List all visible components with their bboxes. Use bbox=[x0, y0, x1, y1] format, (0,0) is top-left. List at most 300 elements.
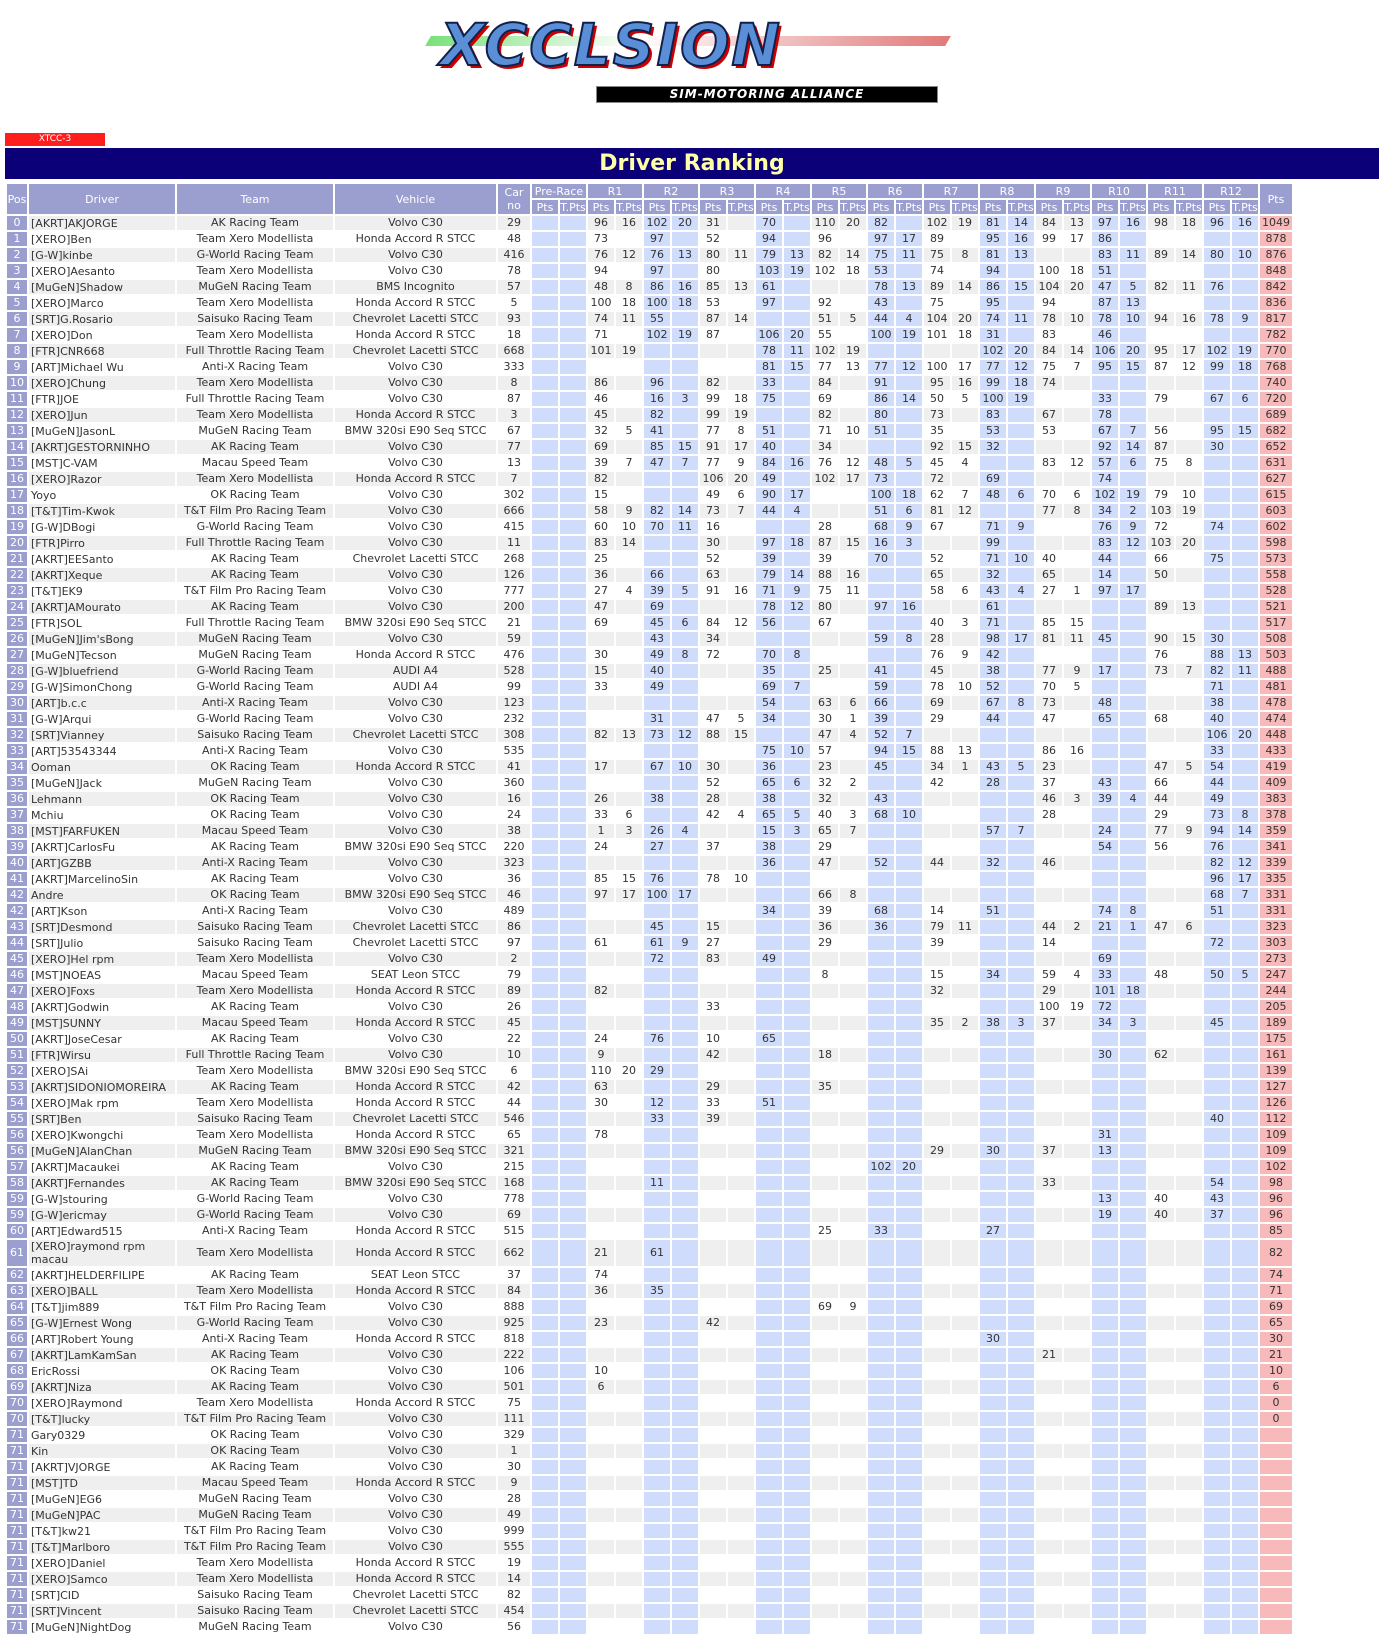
tab-xtcc3[interactable]: XTCC-3 bbox=[5, 133, 105, 146]
round-pts-cell: 29 bbox=[924, 712, 950, 726]
car-no-cell: 28 bbox=[498, 1492, 530, 1506]
car-no-cell: 111 bbox=[498, 1412, 530, 1426]
round-pts-cell bbox=[1092, 1508, 1118, 1522]
round-pts-cell bbox=[1204, 920, 1230, 934]
round-pts-cell: 100 bbox=[924, 360, 950, 374]
round-pts-cell bbox=[532, 760, 558, 774]
round-tpts-cell bbox=[1176, 1208, 1202, 1222]
car-no-cell: 6 bbox=[498, 1064, 530, 1078]
driver-cell: [MuGeN]PAC bbox=[29, 1508, 175, 1522]
round-tpts-cell bbox=[1120, 808, 1146, 822]
round-tpts-cell bbox=[1064, 952, 1090, 966]
round-pts-cell bbox=[532, 1460, 558, 1474]
round-tpts-cell: 20 bbox=[784, 328, 810, 342]
round-pts-cell bbox=[1092, 1300, 1118, 1314]
round-pts-cell: 70 bbox=[1036, 680, 1062, 694]
round-tpts-cell bbox=[1176, 520, 1202, 534]
round-tpts-cell bbox=[1008, 264, 1034, 278]
round-pts-cell: 101 bbox=[924, 328, 950, 342]
total-pts-cell: 419 bbox=[1260, 760, 1292, 774]
round-pts-cell bbox=[868, 1396, 894, 1410]
round-pts-cell bbox=[532, 232, 558, 246]
round-pts-cell bbox=[1148, 408, 1174, 422]
total-pts-cell: 69 bbox=[1260, 1300, 1292, 1314]
round-pts-cell bbox=[700, 1444, 726, 1458]
round-pts-cell bbox=[812, 1460, 838, 1474]
pos-cell: 53 bbox=[7, 1080, 27, 1094]
team-cell: Team Xero Modellista bbox=[177, 1396, 333, 1410]
round-pts-cell: 65 bbox=[756, 808, 782, 822]
round-tpts-cell bbox=[1064, 808, 1090, 822]
car-no-cell: 30 bbox=[498, 1460, 530, 1474]
round-tpts-cell bbox=[1008, 776, 1034, 790]
round-pts-cell: 46 bbox=[1036, 792, 1062, 806]
round-pts-cell bbox=[1036, 1524, 1062, 1538]
total-pts-cell: 602 bbox=[1260, 520, 1292, 534]
round-pts-cell bbox=[532, 1300, 558, 1314]
team-cell: Macau Speed Team bbox=[177, 1016, 333, 1030]
total-pts-cell: 331 bbox=[1260, 904, 1292, 918]
col-round-r10: R10 bbox=[1092, 184, 1146, 198]
round-tpts-cell bbox=[728, 968, 754, 982]
pos-cell: 71 bbox=[7, 1444, 27, 1458]
round-tpts-cell bbox=[1064, 376, 1090, 390]
team-cell: AK Racing Team bbox=[177, 1380, 333, 1394]
round-pts-cell: 32 bbox=[980, 568, 1006, 582]
round-tpts-cell: 6 bbox=[784, 776, 810, 790]
round-tpts-cell bbox=[840, 232, 866, 246]
round-pts-cell: 31 bbox=[700, 216, 726, 230]
round-tpts-cell bbox=[784, 424, 810, 438]
round-tpts-cell bbox=[1120, 1080, 1146, 1094]
round-pts-cell bbox=[1204, 1160, 1230, 1174]
round-pts-cell bbox=[980, 1412, 1006, 1426]
driver-cell: [AKRT]JoseCesar bbox=[29, 1032, 175, 1046]
team-cell: AK Racing Team bbox=[177, 552, 333, 566]
vehicle-cell: SEAT Leon STCC bbox=[335, 968, 496, 982]
round-tpts-cell bbox=[728, 1268, 754, 1282]
round-pts-cell bbox=[532, 664, 558, 678]
table-row bbox=[7, 872, 1292, 886]
round-tpts-cell bbox=[560, 424, 586, 438]
round-tpts-cell bbox=[1064, 824, 1090, 838]
round-tpts-cell bbox=[840, 1332, 866, 1346]
round-tpts-cell: 5 bbox=[1120, 280, 1146, 294]
round-tpts-cell: 18 bbox=[1120, 984, 1146, 998]
car-no-cell: 11 bbox=[498, 536, 530, 550]
round-pts-cell bbox=[588, 632, 614, 646]
vehicle-cell: Chevrolet Lacetti STCC bbox=[335, 936, 496, 950]
round-pts-cell bbox=[588, 1332, 614, 1346]
table-row bbox=[7, 1208, 1292, 1222]
round-pts-cell bbox=[700, 1284, 726, 1298]
total-pts-cell bbox=[1260, 1588, 1292, 1602]
round-pts-cell: 75 bbox=[1148, 456, 1174, 470]
round-tpts-cell bbox=[1232, 1316, 1258, 1330]
table-row bbox=[7, 568, 1292, 582]
round-pts-cell: 15 bbox=[588, 488, 614, 502]
round-pts-cell: 34 bbox=[924, 760, 950, 774]
round-pts-cell: 23 bbox=[812, 760, 838, 774]
round-tpts-cell bbox=[560, 408, 586, 422]
round-pts-cell bbox=[1036, 1240, 1062, 1266]
vehicle-cell: Volvo C30 bbox=[335, 632, 496, 646]
round-pts-cell bbox=[1092, 376, 1118, 390]
round-pts-cell bbox=[644, 1380, 670, 1394]
round-pts-cell bbox=[532, 1332, 558, 1346]
round-pts-cell: 47 bbox=[812, 728, 838, 742]
round-pts-cell bbox=[756, 1428, 782, 1442]
round-pts-cell: 33 bbox=[868, 1224, 894, 1238]
round-tpts-cell bbox=[672, 984, 698, 998]
round-pts-cell: 23 bbox=[1036, 760, 1062, 774]
round-tpts-cell bbox=[896, 552, 922, 566]
round-pts-cell bbox=[1036, 840, 1062, 854]
round-tpts-cell bbox=[672, 1064, 698, 1078]
total-pts-cell bbox=[1260, 1620, 1292, 1634]
round-pts-cell bbox=[924, 1380, 950, 1394]
round-tpts-cell bbox=[952, 1476, 978, 1490]
vehicle-cell: Honda Accord R STCC bbox=[335, 1224, 496, 1238]
round-tpts-cell bbox=[1064, 1300, 1090, 1314]
round-tpts-cell bbox=[952, 536, 978, 550]
pos-cell: 12 bbox=[7, 408, 27, 422]
round-pts-cell bbox=[812, 1556, 838, 1570]
round-tpts-cell bbox=[1008, 440, 1034, 454]
round-tpts-cell bbox=[952, 1128, 978, 1142]
round-tpts-cell bbox=[840, 680, 866, 694]
round-pts-cell: 16 bbox=[700, 520, 726, 534]
round-pts-cell bbox=[532, 440, 558, 454]
team-cell: MuGeN Racing Team bbox=[177, 1620, 333, 1634]
round-pts-cell bbox=[532, 1080, 558, 1094]
round-tpts-cell bbox=[1064, 472, 1090, 486]
round-pts-cell: 33 bbox=[588, 808, 614, 822]
round-pts-cell: 34 bbox=[700, 632, 726, 646]
round-pts-cell bbox=[868, 1300, 894, 1314]
round-tpts-cell bbox=[1008, 1572, 1034, 1586]
round-tpts-cell bbox=[1176, 792, 1202, 806]
pos-cell: 42 bbox=[7, 904, 27, 918]
round-pts-cell: 79 bbox=[924, 920, 950, 934]
team-cell: T&T Film Pro Racing Team bbox=[177, 504, 333, 518]
round-tpts-cell: 15 bbox=[1008, 280, 1034, 294]
round-pts-cell: 35 bbox=[644, 1284, 670, 1298]
round-pts-cell: 37 bbox=[1036, 776, 1062, 790]
round-tpts-cell: 2 bbox=[840, 776, 866, 790]
round-pts-cell bbox=[756, 888, 782, 902]
round-tpts-cell bbox=[1176, 728, 1202, 742]
total-pts-cell: 127 bbox=[1260, 1080, 1292, 1094]
round-pts-cell: 94 bbox=[1148, 312, 1174, 326]
pos-cell: 59 bbox=[7, 1208, 27, 1222]
round-tpts-cell: 17 bbox=[896, 232, 922, 246]
round-pts-cell: 75 bbox=[1204, 552, 1230, 566]
round-pts-cell bbox=[644, 1128, 670, 1142]
round-pts-cell bbox=[1148, 1380, 1174, 1394]
round-tpts-cell bbox=[672, 1284, 698, 1298]
round-tpts-cell bbox=[952, 1160, 978, 1174]
round-pts-cell: 92 bbox=[812, 296, 838, 310]
round-pts-cell: 74 bbox=[924, 264, 950, 278]
round-tpts-cell bbox=[1008, 1316, 1034, 1330]
round-pts-cell: 30 bbox=[1092, 1048, 1118, 1062]
round-pts-cell: 88 bbox=[700, 728, 726, 742]
total-pts-cell: 433 bbox=[1260, 744, 1292, 758]
round-pts-cell: 74 bbox=[1092, 904, 1118, 918]
round-tpts-cell bbox=[560, 744, 586, 758]
round-pts-cell: 76 bbox=[812, 456, 838, 470]
round-tpts-cell bbox=[952, 712, 978, 726]
round-tpts-cell bbox=[672, 1316, 698, 1330]
team-cell: AK Racing Team bbox=[177, 1032, 333, 1046]
round-tpts-cell bbox=[1176, 568, 1202, 582]
table-row bbox=[7, 472, 1292, 486]
pos-cell: 44 bbox=[7, 936, 27, 950]
round-pts-cell bbox=[588, 1000, 614, 1014]
round-tpts-cell: 3 bbox=[784, 824, 810, 838]
total-pts-cell: 161 bbox=[1260, 1048, 1292, 1062]
table-row bbox=[7, 600, 1292, 614]
round-tpts-cell bbox=[728, 648, 754, 662]
round-tpts-cell bbox=[616, 1604, 642, 1618]
round-tpts-cell bbox=[1120, 936, 1146, 950]
round-pts-cell bbox=[924, 1160, 950, 1174]
round-pts-cell: 39 bbox=[700, 1112, 726, 1126]
car-no-cell: 10 bbox=[498, 1048, 530, 1062]
driver-cell: [G-W]DBogi bbox=[29, 520, 175, 534]
driver-cell: [SRT]G.Rosario bbox=[29, 312, 175, 326]
round-pts-cell bbox=[924, 1112, 950, 1126]
round-tpts-cell: 10 bbox=[672, 760, 698, 774]
round-pts-cell bbox=[924, 1540, 950, 1554]
round-tpts-cell bbox=[560, 1620, 586, 1634]
round-tpts-cell bbox=[896, 568, 922, 582]
round-tpts-cell bbox=[672, 1240, 698, 1266]
round-tpts-cell: 13 bbox=[672, 248, 698, 262]
round-pts-cell bbox=[1148, 1508, 1174, 1522]
total-pts-cell: 878 bbox=[1260, 232, 1292, 246]
round-tpts-cell bbox=[896, 856, 922, 870]
round-pts-cell bbox=[756, 1476, 782, 1490]
round-pts-cell: 79 bbox=[1148, 488, 1174, 502]
round-tpts-cell bbox=[560, 1032, 586, 1046]
round-pts-cell: 81 bbox=[980, 248, 1006, 262]
round-pts-cell bbox=[1036, 1284, 1062, 1298]
round-tpts-cell bbox=[840, 1284, 866, 1298]
round-pts-cell: 90 bbox=[756, 488, 782, 502]
table-row bbox=[7, 888, 1292, 902]
round-tpts-cell bbox=[1064, 888, 1090, 902]
round-tpts-cell bbox=[1232, 376, 1258, 390]
round-tpts-cell bbox=[1064, 1476, 1090, 1490]
round-pts-cell: 52 bbox=[868, 728, 894, 742]
round-tpts-cell bbox=[728, 1428, 754, 1442]
round-tpts-cell bbox=[728, 216, 754, 230]
round-pts-cell: 95 bbox=[1092, 360, 1118, 374]
round-tpts-cell bbox=[896, 1268, 922, 1282]
round-tpts-cell bbox=[952, 968, 978, 982]
round-pts-cell bbox=[812, 1604, 838, 1618]
table-row bbox=[7, 744, 1292, 758]
round-tpts-cell bbox=[560, 1524, 586, 1538]
driver-cell: [XERO]raymond rpm macau bbox=[29, 1240, 175, 1266]
round-pts-cell bbox=[868, 968, 894, 982]
round-tpts-cell: 8 bbox=[1176, 456, 1202, 470]
vehicle-cell: Volvo C30 bbox=[335, 392, 496, 406]
round-pts-cell: 82 bbox=[812, 408, 838, 422]
round-pts-cell: 51 bbox=[980, 904, 1006, 918]
car-no-cell: 44 bbox=[498, 1096, 530, 1110]
round-tpts-cell bbox=[896, 968, 922, 982]
round-tpts-cell bbox=[784, 312, 810, 326]
round-pts-cell: 77 bbox=[980, 360, 1006, 374]
round-pts-cell: 40 bbox=[644, 664, 670, 678]
round-pts-cell bbox=[924, 824, 950, 838]
total-pts-cell: 740 bbox=[1260, 376, 1292, 390]
round-tpts-cell bbox=[728, 1524, 754, 1538]
total-pts-cell: 109 bbox=[1260, 1128, 1292, 1142]
driver-cell: [XERO]Razor bbox=[29, 472, 175, 486]
vehicle-cell: BMW 320si E90 Seq STCC bbox=[335, 1176, 496, 1190]
total-pts-cell: 139 bbox=[1260, 1064, 1292, 1078]
round-pts-cell bbox=[868, 568, 894, 582]
round-pts-cell bbox=[1092, 1096, 1118, 1110]
round-tpts-cell bbox=[1232, 1032, 1258, 1046]
round-pts-cell: 76 bbox=[644, 248, 670, 262]
round-tpts-cell: 8 bbox=[896, 632, 922, 646]
round-pts-cell: 73 bbox=[1036, 696, 1062, 710]
round-tpts-cell bbox=[952, 776, 978, 790]
round-pts-cell: 100 bbox=[644, 888, 670, 902]
round-tpts-cell bbox=[840, 632, 866, 646]
round-pts-cell: 18 bbox=[812, 1048, 838, 1062]
round-tpts-cell bbox=[616, 1412, 642, 1426]
round-pts-cell bbox=[1148, 1160, 1174, 1174]
round-tpts-cell bbox=[616, 472, 642, 486]
round-pts-cell bbox=[532, 984, 558, 998]
round-tpts-cell: 17 bbox=[952, 360, 978, 374]
round-tpts-cell: 3 bbox=[1120, 1016, 1146, 1030]
round-pts-cell: 19 bbox=[1092, 1208, 1118, 1222]
table-row bbox=[7, 1428, 1292, 1442]
round-tpts-cell: 14 bbox=[1120, 440, 1146, 454]
round-pts-cell bbox=[924, 1080, 950, 1094]
round-pts-cell: 86 bbox=[1092, 232, 1118, 246]
round-pts-cell: 12 bbox=[644, 1096, 670, 1110]
round-pts-cell bbox=[1148, 1460, 1174, 1474]
round-pts-cell: 38 bbox=[980, 1016, 1006, 1030]
round-pts-cell bbox=[1204, 1460, 1230, 1474]
round-pts-cell bbox=[980, 1348, 1006, 1362]
round-pts-cell bbox=[532, 920, 558, 934]
round-pts-cell bbox=[644, 472, 670, 486]
round-tpts-cell bbox=[1232, 1540, 1258, 1554]
round-tpts-cell bbox=[896, 1096, 922, 1110]
vehicle-cell: Volvo C30 bbox=[335, 1460, 496, 1474]
round-tpts-cell bbox=[784, 1300, 810, 1314]
round-pts-cell: 32 bbox=[980, 856, 1006, 870]
round-tpts-cell: 19 bbox=[952, 216, 978, 230]
round-tpts-cell bbox=[1064, 520, 1090, 534]
round-tpts-cell: 7 bbox=[1008, 824, 1034, 838]
round-tpts-cell bbox=[1232, 1240, 1258, 1266]
round-tpts-cell bbox=[1064, 1588, 1090, 1602]
round-pts-cell bbox=[868, 1332, 894, 1346]
round-tpts-cell bbox=[840, 552, 866, 566]
round-pts-cell bbox=[588, 1508, 614, 1522]
round-tpts-cell bbox=[952, 264, 978, 278]
round-pts-cell bbox=[644, 344, 670, 358]
round-pts-cell bbox=[1148, 1348, 1174, 1362]
round-pts-cell: 70 bbox=[868, 552, 894, 566]
round-tpts-cell: 9 bbox=[1176, 824, 1202, 838]
driver-cell: [G-W]ericmay bbox=[29, 1208, 175, 1222]
round-pts-cell: 76 bbox=[588, 248, 614, 262]
table-row bbox=[7, 1000, 1292, 1014]
round-pts-cell: 48 bbox=[868, 456, 894, 470]
round-pts-cell: 34 bbox=[980, 968, 1006, 982]
round-pts-cell: 27 bbox=[588, 584, 614, 598]
round-tpts-cell: 15 bbox=[840, 536, 866, 550]
round-tpts-cell bbox=[672, 776, 698, 790]
round-pts-cell bbox=[1092, 1524, 1118, 1538]
round-pts-cell bbox=[1148, 1604, 1174, 1618]
round-tpts-cell bbox=[952, 696, 978, 710]
round-pts-cell: 69 bbox=[980, 472, 1006, 486]
round-pts-cell bbox=[588, 1524, 614, 1538]
round-tpts-cell bbox=[616, 1492, 642, 1506]
round-pts-cell: 49 bbox=[756, 472, 782, 486]
round-pts-cell: 50 bbox=[1148, 568, 1174, 582]
round-pts-cell bbox=[1036, 1460, 1062, 1474]
round-pts-cell bbox=[532, 1572, 558, 1586]
total-pts-cell: 65 bbox=[1260, 1316, 1292, 1330]
round-pts-cell bbox=[756, 1620, 782, 1634]
total-pts-cell: 627 bbox=[1260, 472, 1292, 486]
round-tpts-cell bbox=[616, 776, 642, 790]
round-pts-cell bbox=[644, 1412, 670, 1426]
round-pts-cell: 45 bbox=[588, 408, 614, 422]
round-pts-cell: 39 bbox=[924, 936, 950, 950]
round-tpts-cell: 18 bbox=[840, 264, 866, 278]
vehicle-cell: Honda Accord R STCC bbox=[335, 1016, 496, 1030]
round-pts-cell bbox=[532, 328, 558, 342]
round-tpts-cell bbox=[1120, 1268, 1146, 1282]
table-row bbox=[7, 1192, 1292, 1206]
round-tpts-cell bbox=[560, 536, 586, 550]
round-pts-cell: 78 bbox=[924, 680, 950, 694]
round-pts-cell bbox=[1204, 1556, 1230, 1570]
round-pts-cell bbox=[1092, 600, 1118, 614]
round-pts-cell bbox=[924, 1364, 950, 1378]
round-tpts-cell bbox=[560, 440, 586, 454]
round-tpts-cell: 8 bbox=[1008, 696, 1034, 710]
round-tpts-cell bbox=[560, 712, 586, 726]
round-pts-cell: 43 bbox=[980, 760, 1006, 774]
round-pts-cell bbox=[812, 1540, 838, 1554]
round-pts-cell: 75 bbox=[756, 744, 782, 758]
round-tpts-cell bbox=[896, 1192, 922, 1206]
round-pts-cell bbox=[532, 744, 558, 758]
round-pts-cell bbox=[532, 392, 558, 406]
round-tpts-cell bbox=[560, 1176, 586, 1190]
round-tpts-cell bbox=[1008, 1080, 1034, 1094]
round-pts-cell bbox=[644, 1476, 670, 1490]
car-no-cell: 67 bbox=[498, 424, 530, 438]
round-pts-cell bbox=[1148, 1556, 1174, 1570]
round-pts-cell: 36 bbox=[588, 568, 614, 582]
